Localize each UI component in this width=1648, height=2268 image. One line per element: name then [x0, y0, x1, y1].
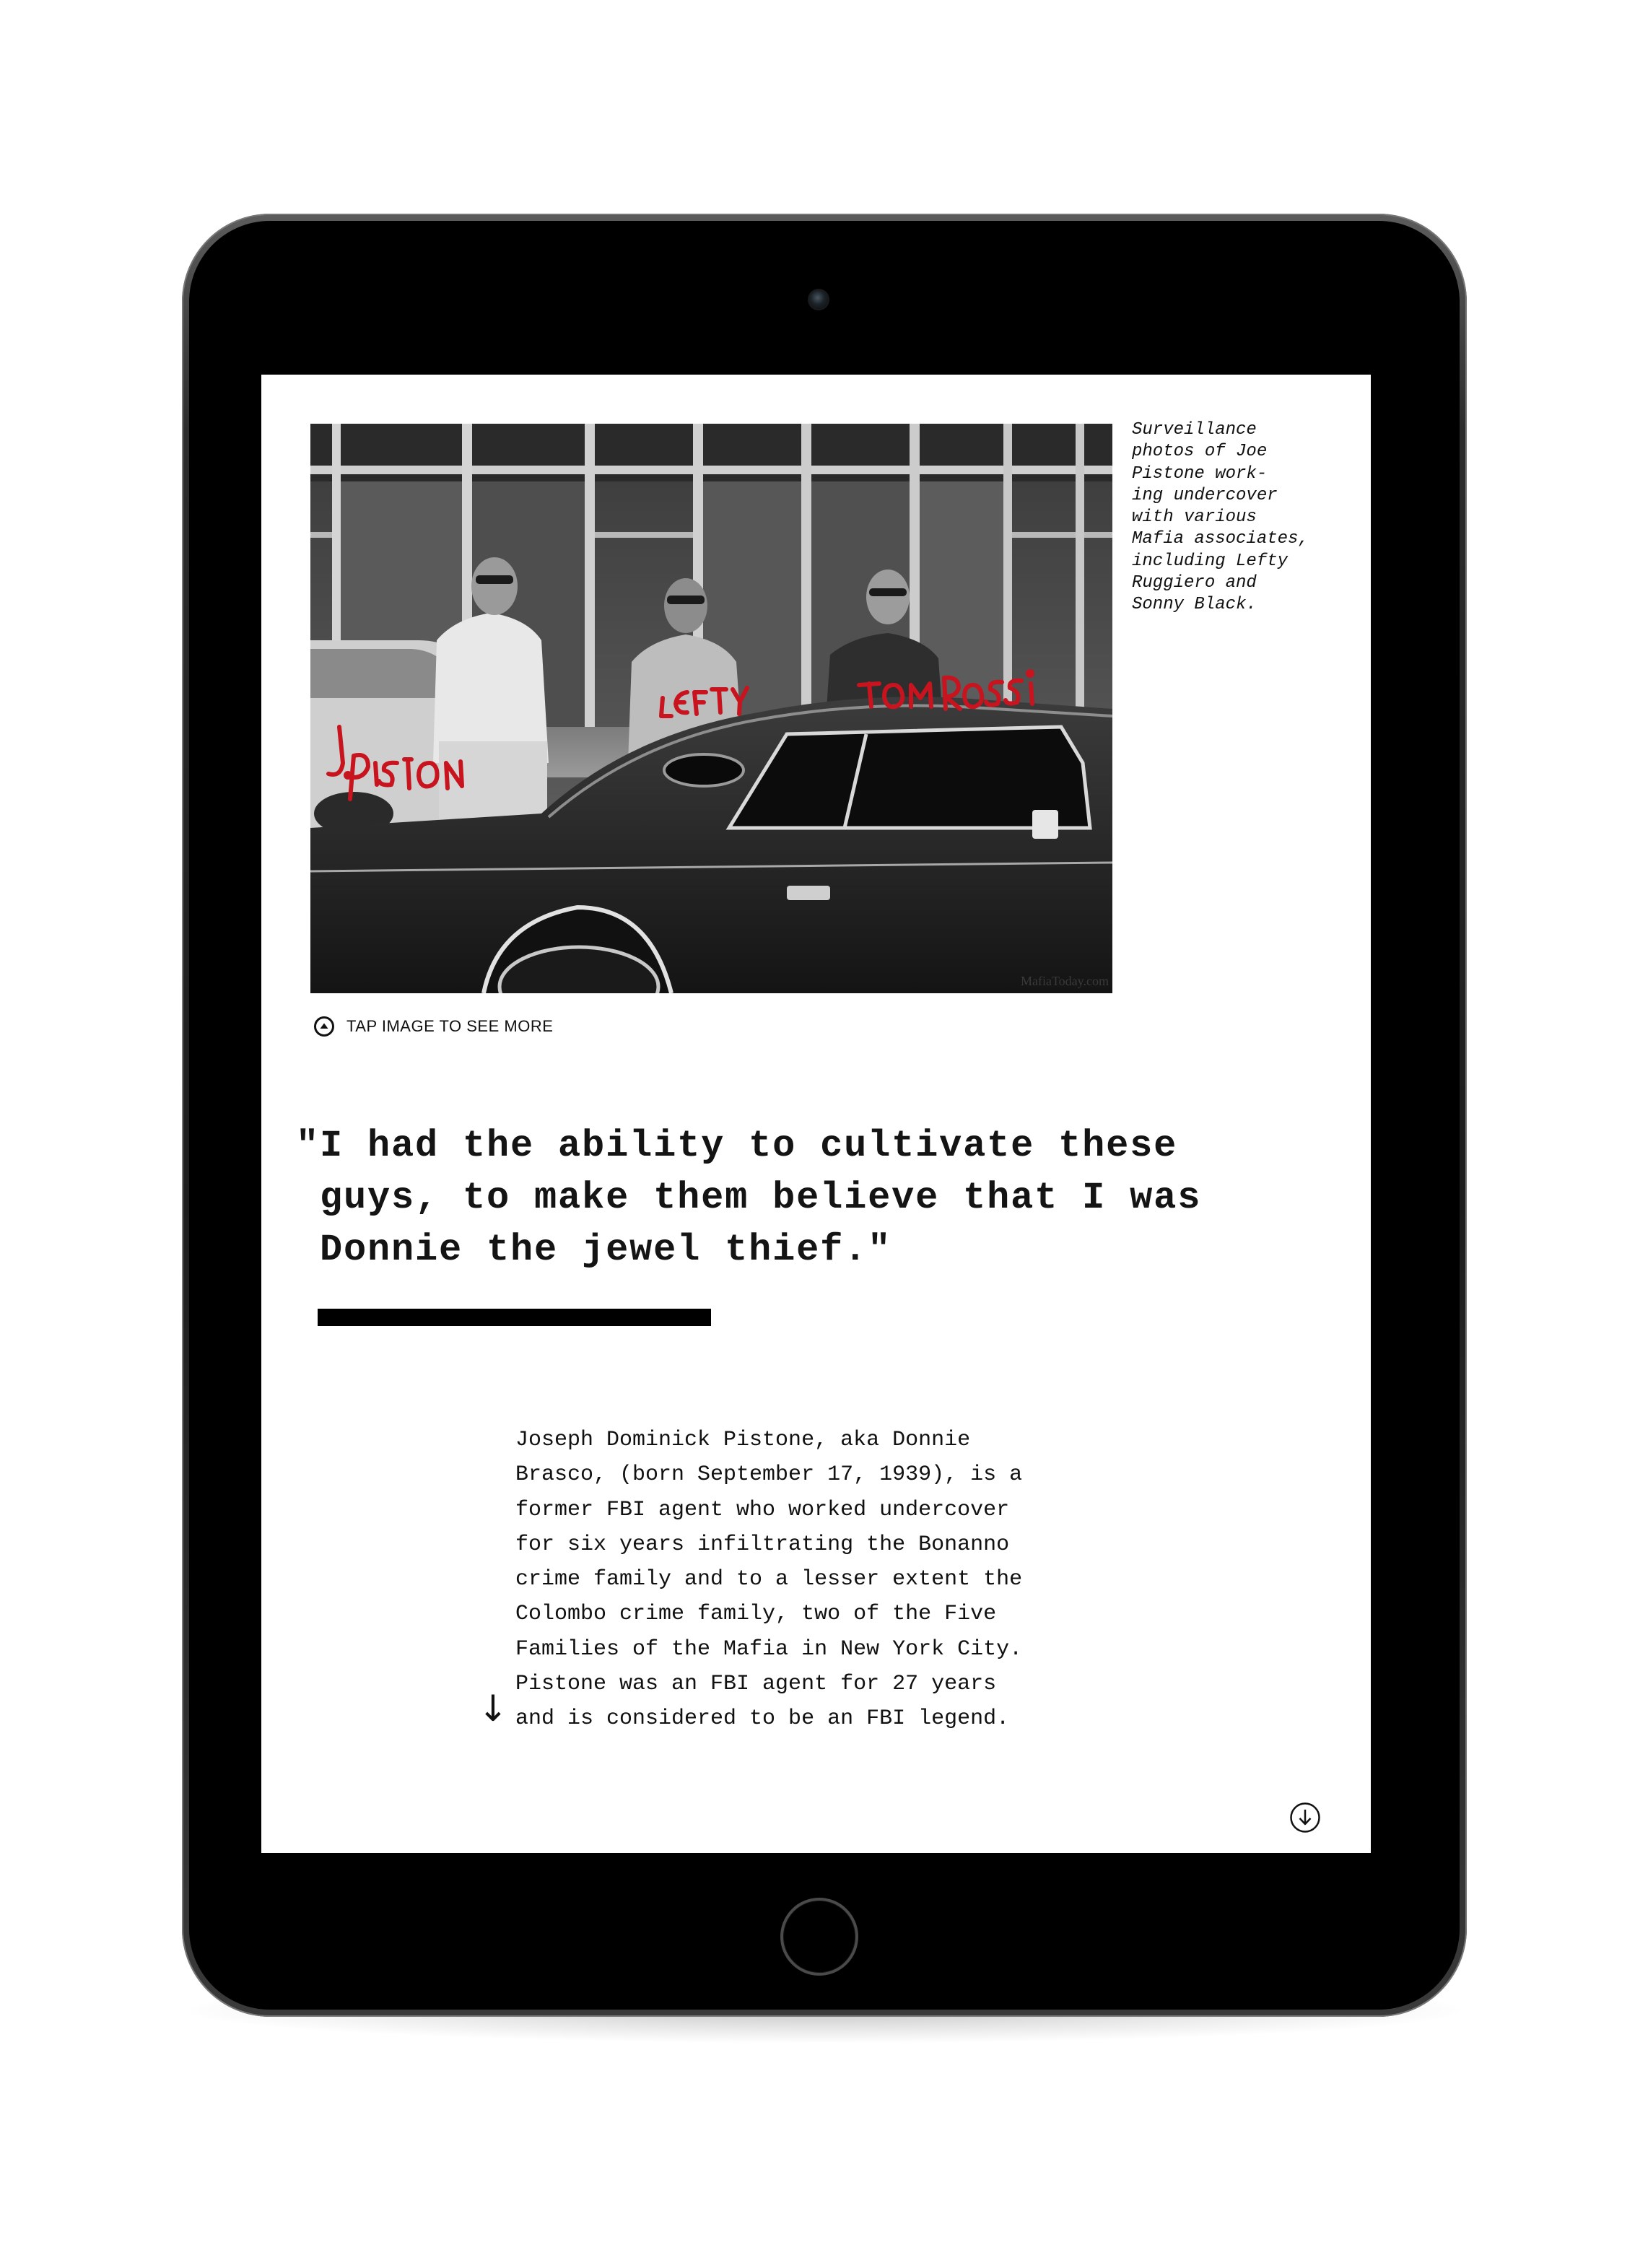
- tablet-screen: [261, 375, 1371, 1853]
- home-button[interactable]: [780, 1898, 858, 1976]
- person-pistone-head: [471, 557, 518, 615]
- person-lefty-glasses: [667, 596, 705, 604]
- person-sonny-glasses: [869, 588, 907, 596]
- window-mullion: [1076, 424, 1084, 734]
- scroll-down-button[interactable]: [1289, 1802, 1321, 1833]
- photo-caption: Surveillance photos of Joe Pistone work- ing undercover with various Mafia associates, including Lefty Ruggiero and Sonny Black.: [1132, 420, 1309, 615]
- quote-divider: [318, 1309, 711, 1326]
- person-pistone-glasses: [476, 575, 513, 584]
- bio-paragraph: Joseph Dominick Pistone, aka Donnie Brasco, (born September 17, 1939), is a former FBI agent who worked undercover for six years infiltrating the Bonanno crime family and to a lesser extent the Colombo crime family, two of the Five Families of the Mafia in New York City. Pistone was an FBI agent for 27 years and is considered to be an FBI legend.: [515, 1428, 1023, 1732]
- front-camera: [808, 289, 829, 310]
- up-arrow-circle-icon: [313, 1016, 335, 1037]
- car-door-handle: [787, 886, 830, 900]
- window-mullion: [310, 466, 1112, 474]
- surveillance-photo[interactable]: [310, 424, 1112, 993]
- person-lefty-head: [664, 578, 707, 633]
- pull-quote: "I had the ability to cultivate these guys, to make them believe that I was Donnie the jewel thief.": [296, 1125, 1202, 1271]
- car-side-mirror: [1032, 810, 1058, 839]
- down-arrow-icon: ↓: [478, 1688, 508, 1730]
- window-mullion: [585, 424, 595, 734]
- window-mullion: [801, 424, 811, 734]
- tap-hint-label: TAP IMAGE TO SEE MORE: [346, 1017, 554, 1035]
- down-arrow-circle-icon: [1289, 1802, 1321, 1833]
- car-opera-window: [664, 754, 744, 786]
- person-pistone-body: [433, 613, 549, 763]
- person-sonny-head: [866, 570, 910, 624]
- tap-to-see-more[interactable]: [313, 1016, 553, 1037]
- photo-watermark: MafiaToday.com: [1020, 974, 1109, 988]
